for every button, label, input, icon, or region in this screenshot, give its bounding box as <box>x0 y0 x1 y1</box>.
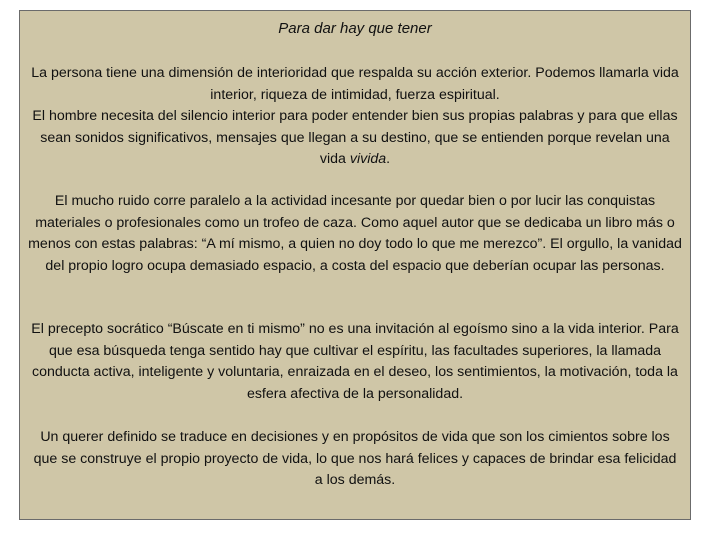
paragraph-defined-will: Un querer definido se traduce en decisiones y en propósitos de vida que son los cimientos sobre los que se construye el propio proyecto de vida, lo que nos hará felices y capaces de brindar esa felicidad a los demás. <box>33 429 677 488</box>
paragraph-end: . <box>386 151 391 167</box>
italic-word: vivida <box>349 151 387 167</box>
paragraph-noise: El mucho ruido corre paralelo a la actividad incesante por quedar bien o por lucir las conquistas materiales o profesionales como un trofeo de caza. Como aquel autor que se dedicaba un libro más o menos con estas palabras: “A mí mismo, a quien no doy todo lo que me merezco”. El orgullo, la vanidad del propio logro ocupa demasiado espacio, a costa del espacio que deberían ocupar las personas. <box>28 193 682 274</box>
paragraph-socratic-precept: El precepto socrático “Búscate en ti mismo” no es una invitación al egoísmo sino a la vida interior. Para que esa búsqueda tenga sentido hay que cultivar el espíritu, las facultades superiores, la llamada conducta activa, inteligente y voluntaria, enraizada en el deseo, los sentimientos, la motivación, toda la esfera afectiva de la personalidad. <box>31 321 679 402</box>
paragraph-text: La persona tiene una dimensión de interioridad que respalda su acción exterior. Podemos llamarla vida interior, riqueza de intimidad, fuerza espiritual. <box>31 65 679 103</box>
text-panel <box>19 10 691 520</box>
page-title: Para dar hay que tener <box>278 20 432 37</box>
paragraph-text: El hombre necesita del silencio interior para poder entender bien sus propias palabras y para que ellas sean sonidos significativos, mensajes que llegan a su destino, que se entienden porque revelan una vida <box>32 108 678 167</box>
paragraph-interior-life <box>28 63 682 171</box>
